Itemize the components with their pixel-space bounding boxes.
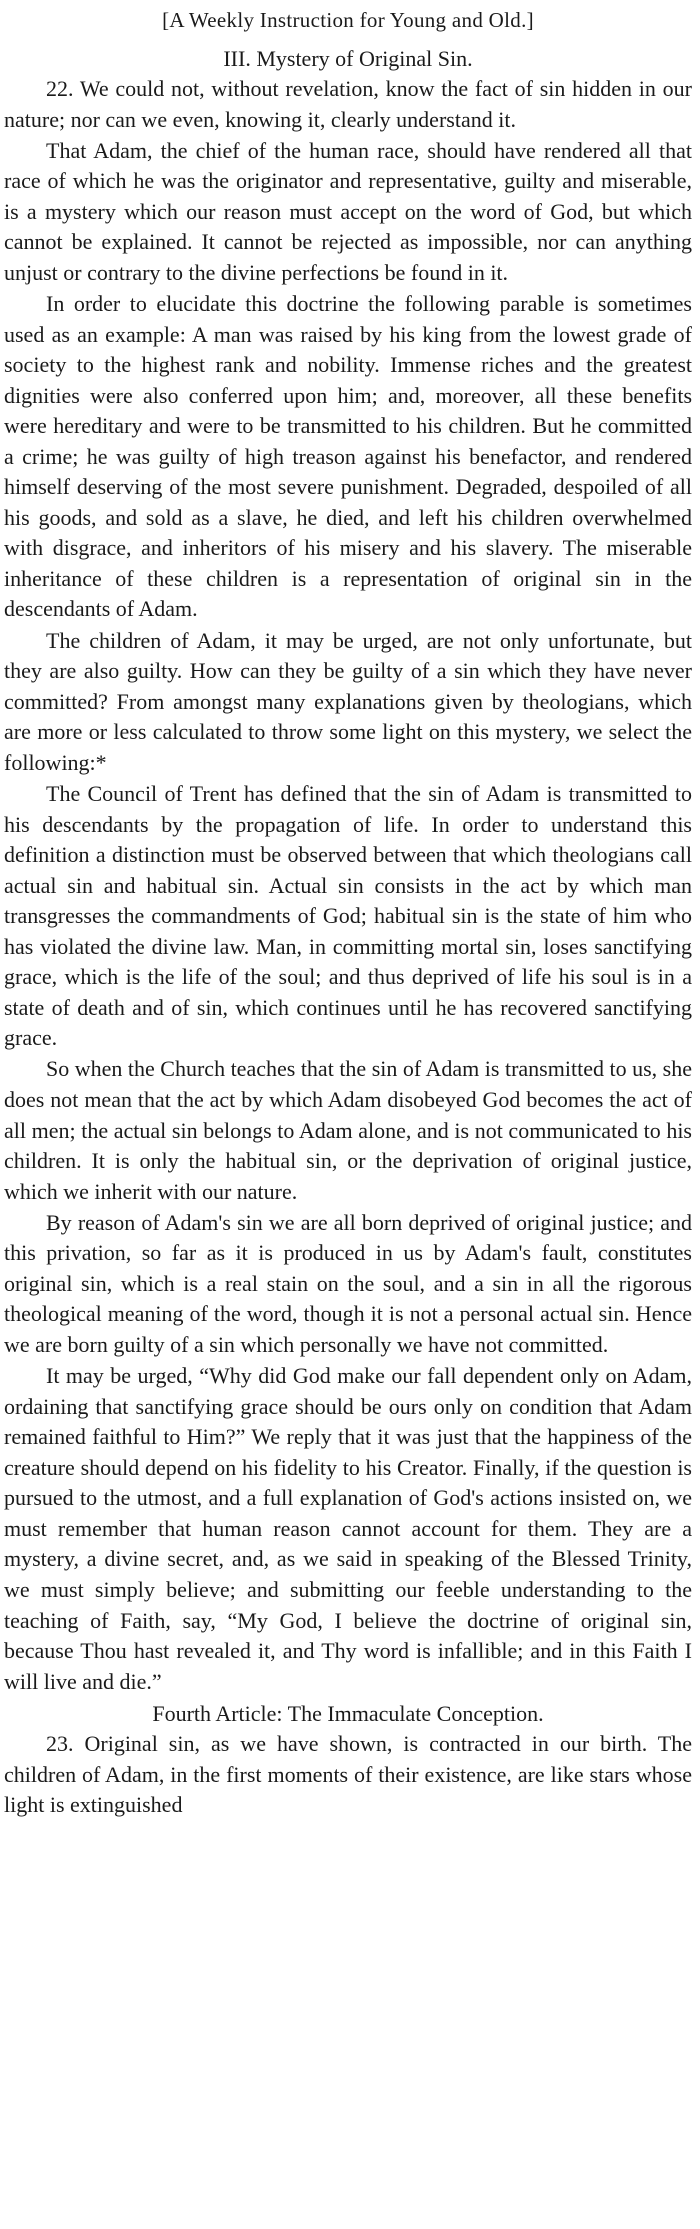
section-title: III. Mystery of Original Sin. [223, 46, 473, 71]
paragraph-church-teaches: So when the Church teaches that the sin of Adam is transmitted to us, she does not mean that the act by which Adam disobeyed God becomes the act of all men; the actual sin belongs to Adam alone, and is not communicated to his children. It is only the habitual sin, or the deprivation of original justice, which we inherit with our nature. [4, 1056, 692, 1204]
article-title: Fourth Article: The Immaculate Conception. [152, 1701, 544, 1727]
paragraph-children-guilty: The children of Adam, it may be urged, are not only unfortunate, but they are also guilty. How can they be guilty of a sin which they have never committed? From amongst many explanations given by theologians, which are more or less calculated to throw some light on this mystery, we select the following:* [4, 627, 692, 775]
paragraph-23-original-sin: 23. Original sin, as we have shown, is contracted in our birth. The children of Adam, in the first moments of their existence, are like stars whose light is extinguished [4, 1731, 692, 1818]
paragraph-council-of-trent: The Council of Trent has defined that the sin of Adam is transmitted to his descendants by the propagation of life. In order to understand this definition a distinction must be observed between that which theologians call actual sin and habitual sin. Actual sin consists in the act by which man transgresses the commandments of God; habitual sin is the state of him who has violated the divine law. Man, in committing mortal sin, loses sanctifying grace, which is the life of the soul; and thus deprived of life his soul is in a state of death and of sin, which continues until he has recovered sanctifying grace. [4, 780, 692, 1051]
paragraph-adams-sin: By reason of Adam's sin we are all born deprived of original justice; and this privation, so far as it is produced in us by Adam's fault, constitutes original sin, which is a real stain on the soul, and a sin in all the rigorous theological meaning of the word, though it is not a personal actual sin. Hence we are born guilty of a sin which personally we have not committed. [4, 1209, 692, 1357]
paragraph-adam-representative: That Adam, the chief of the human race, should have rendered all that race of which he was the originator and representative, guilty and miserable, is a mystery which our reason must accept on the word of God, but which cannot be explained. It cannot be rejected as impossible, nor can anything unjust or contrary to the divine perfections be found in it. [4, 137, 692, 285]
paragraph-22-intro: 22. We could not, without revelation, know the fact of sin hidden in our nature; nor can we even, knowing it, clearly understand it. [4, 76, 692, 132]
running-header: [A Weekly Instruction for Young and Old.] [162, 8, 534, 32]
paragraph-it-may-be-urged: It may be urged, “Why did God make our fall dependent only on Adam, ordaining that sanctifying grace should be ours only on condition that Adam remained faithful to Him?” We reply that it was just that the happiness of the creature should depend on his fidelity to his Creator. Finally, if the question is pursued to the utmost, and a full explanation of God's actions insisted on, we must remember that human reason cannot account for them. They are a mystery, a divine secret, and, as we said in speaking of the Blessed Trinity, we must simply believe; and submitting our feeble understanding to the teaching of Faith, say, “My God, I believe the doctrine of original sin, because Thou hast revealed it, and Thy word is infallible; and in this Faith I will live and die.” [4, 1363, 692, 1694]
paragraph-parable: In order to elucidate this doctrine the following parable is sometimes used as an example: A man was raised by his king from the lowest grade of society to the highest rank and nobility. Immense riches and the greatest dignities were also conferred upon him; and, moreover, all these benefits were hereditary and were to be transmitted to his children. But he committed a crime; he was guilty of high treason against his benefactor, and rendered himself deserving of the most severe punishment. Degraded, despoiled of all his goods, and sold as a slave, he died, and left his children overwhelmed with disgrace, and inheritors of his misery and his slavery. The miserable inheritance of these children is a representation of original sin in the descendants of Adam. [4, 291, 692, 622]
